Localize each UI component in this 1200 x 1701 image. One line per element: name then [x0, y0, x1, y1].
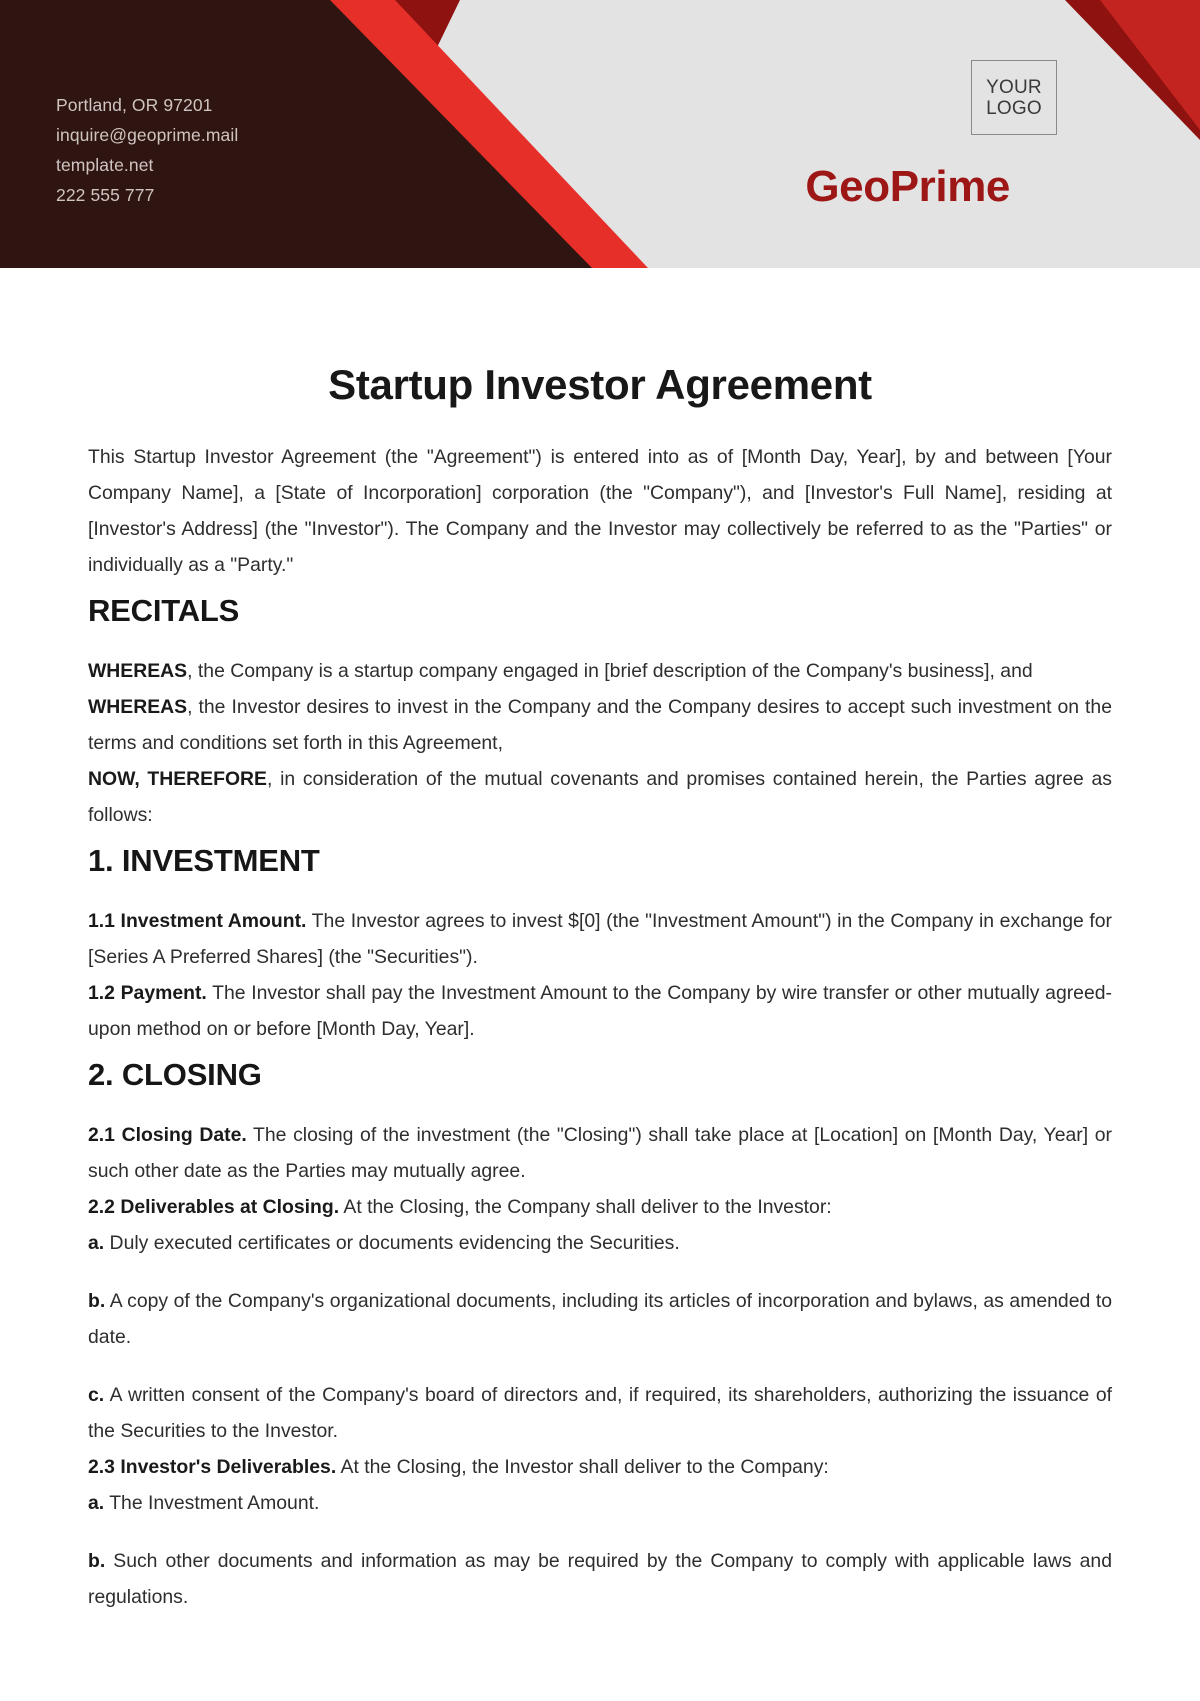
company-deliverable-item — [88, 1283, 1112, 1355]
list-marker: c. — [88, 1384, 105, 1406]
clause-lead: 1.1 Investment Amount. — [88, 910, 307, 932]
section-heading-investment: 1. INVESTMENT — [88, 843, 320, 878]
clause-lead: 2.3 Investor's Deliverables. — [88, 1456, 337, 1478]
clause-text: The closing of the investment (the "Closing") shall take place at [Location] on [Month Day, Year] or such other date as the Parties may mutually agree. — [88, 1124, 1112, 1182]
recital-text: , the Company is a startup company engaged in [brief description of the Company's business], and — [187, 660, 1033, 682]
section-heading-recitals: RECITALS — [88, 593, 240, 628]
recital-text: , the Investor desires to invest in the Company and the Company desires to accept such investment on the terms and conditions set forth in this Agreement, — [88, 696, 1112, 754]
contact-email: inquire@geoprime.mail — [56, 125, 239, 145]
page-title: Startup Investor Agreement — [328, 361, 872, 408]
clause-lead: 2.2 Deliverables at Closing. — [88, 1196, 340, 1218]
clause-lead: 2.1 Closing Date. — [88, 1124, 247, 1146]
clause-1-2 — [88, 975, 1112, 1047]
recital-item — [88, 653, 1112, 689]
section-heading-closing: 2. CLOSING — [88, 1057, 262, 1092]
document-header — [0, 0, 1200, 268]
clause-2-3 — [88, 1449, 1112, 1485]
brand-name: GeoPrime — [805, 162, 1010, 211]
recital-lead: NOW, THEREFORE — [88, 768, 267, 790]
recital-item — [88, 761, 1112, 833]
list-marker: b. — [88, 1550, 106, 1572]
clause-lead: 1.2 Payment. — [88, 982, 207, 1004]
recital-lead: WHEREAS — [88, 660, 188, 682]
list-text: Such other documents and information as may be required by the Company to comply with applicable laws and regulations. — [88, 1550, 1112, 1608]
list-marker: a. — [88, 1232, 105, 1254]
recital-text: , in consideration of the mutual covenants and promises contained herein, the Parties agree as follows: — [88, 768, 1112, 826]
recital-lead: WHEREAS — [88, 696, 188, 718]
list-text: The Investment Amount. — [104, 1492, 320, 1514]
list-text: A copy of the Company's organizational documents, including its articles of incorporation and bylaws, as amended to date. — [88, 1290, 1112, 1348]
clause-text: The Investor agrees to invest $[0] (the "Investment Amount") in the Company in exchange for [Series A Preferred Shares] (the "Securities"). — [88, 910, 1112, 968]
intro-paragraph: This Startup Investor Agreement (the "Agreement") is entered into as of [Month Day, Year], by and between [Your Company Name], a [State of Incorporation] corporation (the "Company"), and [Investor's Full Name], residing at [Investor's Address] (the "Investor"). The Company and the Investor may collectively be referred to as the "Parties" or individually as a "Party." — [88, 446, 1112, 576]
contact-website: template.net — [56, 155, 154, 175]
logo-line-2: LOGO — [986, 97, 1042, 119]
clause-text: At the Closing, the Company shall deliver to the Investor: — [339, 1196, 832, 1218]
investor-deliverable-item — [88, 1543, 1112, 1615]
list-text: A written consent of the Company's board of directors and, if required, its shareholders, authorizing the issuance of the Securities to the Investor. — [88, 1384, 1112, 1442]
list-marker: a. — [88, 1492, 105, 1514]
clause-text: The Investor shall pay the Investment Amount to the Company by wire transfer or other mutually agreed-upon method on or before [Month Day, Year]. — [88, 982, 1112, 1040]
clause-1-1 — [88, 903, 1112, 975]
contact-address: Portland, OR 97201 — [56, 95, 213, 115]
clause-2-1 — [88, 1117, 1112, 1189]
investor-deliverable-item — [88, 1485, 1112, 1521]
logo-placeholder — [971, 60, 1057, 135]
company-deliverable-item — [88, 1225, 1112, 1261]
company-deliverable-item — [88, 1377, 1112, 1449]
logo-line-1: YOUR — [986, 76, 1042, 98]
clause-text: At the Closing, the Investor shall deliver to the Company: — [336, 1456, 829, 1478]
list-marker: b. — [88, 1290, 106, 1312]
document-body — [0, 268, 1200, 1615]
clause-2-2 — [88, 1189, 1112, 1225]
recital-item — [88, 689, 1112, 761]
contact-phone: 222 555 777 — [56, 185, 155, 205]
company-contact-block — [56, 90, 238, 210]
list-text: Duly executed certificates or documents evidencing the Securities. — [104, 1232, 680, 1254]
